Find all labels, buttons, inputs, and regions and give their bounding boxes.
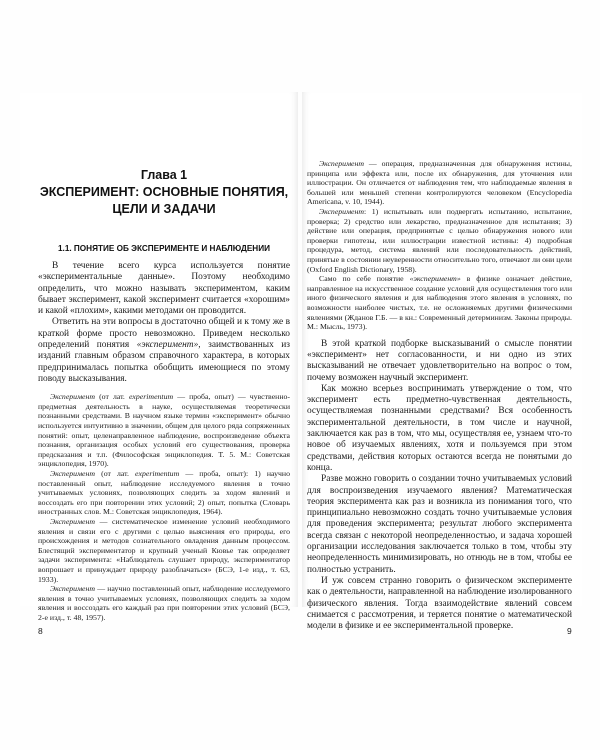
chapter-title [38, 184, 290, 218]
chapter-title-line: ЦЕЛИ И ЗАДАЧИ [112, 202, 216, 216]
text-run: — проба, опыт): 1) научно поставленный опыт, наблюдение исследуемого явления в точно учитываемых условиях, позволяющих следить за ходом явлений и воссоздать его при повторении этих условий; 2) опыт, попытка (Словарь иностранных слов. М.: Советская энциклопедия, 1964). [38, 469, 290, 517]
text-run: — систематическое изменение условий необходимого явления и связи его с другими с целью выяснения его природы, его происхождения и методов сознательного овладения данным процессом. Блестящий экспериментатор и крупный ученый Кювье так определяет задачи эксперимента: «Наблюдатель слушает природу, экспериментатор вопрошает и принуждает природу разоблачаться» (БСЭ, 1-е изд., т. 63, 1933). [38, 516, 290, 584]
text-run: В этой краткой подборке высказываний о смысле понятии «эксперимент» нет согласованности, и ни одно из этих высказываний не отвечает удовлетворительно на вопрос о том, почему возможен научный эксперимент. [307, 338, 572, 383]
body-paragraph [38, 261, 290, 317]
text-run: (от лат. [95, 392, 129, 402]
text-run: : 1) испытывать или подвергать испытанию, испытание, проверка; 2) средство или лекарство, предназначенное для испытания; 3) действие или операция, предпринятые с целью обнаружения нового или проверки гипотезы, или иллюстрации известной истины: 4) подробная процедура, метод, система явлений или последовательность действий, принятые в состоянии неуверенности относительно того, отвечают ли они цели (Oxford English Dictionary, 1958). [307, 206, 572, 274]
spacer [307, 332, 572, 339]
italic-text: Эксперимент [319, 159, 365, 168]
page-number-left: 8 [38, 626, 43, 636]
text-run: , заимствованных из изданий главным образом справочного характера, в которых предпринималась попытка обобщить имеющиеся по этому поводу высказывания. [38, 340, 291, 384]
italic-text: Эксперимент [50, 516, 96, 526]
text-run: И уж совсем странно говорить о физическом эксперименте как о деятельности, направленной на наблюдение изолированного физического явления. Тогда взаимодействие явлений совсем снимается с рассмотрения, и теряется понятие о математической модели в физике и ее экспериментальной проверке. [307, 575, 572, 632]
text-run: В течение всего курса используется понятие «экспериментальные данные». Поэтому необходимо определить, что можно называть экспериментом, каким бывает эксперимент, какой эксперимент считается «хорошим» и какой «плохим», какими методами он проводится. [38, 261, 290, 317]
right-page-text [307, 159, 572, 632]
body-paragraph [307, 576, 572, 632]
italic-text: experimentum [128, 392, 174, 402]
text-run: (от лат. [95, 469, 136, 479]
body-paragraph [38, 317, 290, 385]
italic-text: «эксперимент» [409, 274, 461, 284]
text-run: — проба, опыт) — чувственно-предметная деятельность в науке, осуществляемая теоретически познанными средствами. В научном языке термин «эксперимент» обычно используется интуитивно в значении, общем для целого ряда сопряженных понятий: опыт, целенаправленное наблюдение, воспроизведение объекта познания, организация особых условий его существования, проверка предсказания и т.п. (Философская энциклопедия. Т. 5. М.: Советская энциклопедия, 1970). [38, 392, 290, 469]
text-run: — научно поставленный опыт, наблюдение исследуемого явления в точно учитываемых условиях, позволяющих следить за ходом явления и воссоздать его каждый раз при повторении этих условий (БСЭ, 2-е изд., т. 48, 1957). [38, 584, 290, 622]
italic-text: Эксперимент [50, 392, 96, 402]
text-run: — операция, предназначенная для обнаружения истины, принципа или эффекта или, после их обнаружения, для уточнения или иллюстрации. Он отличается от наблюдения тем, что наблюдаемые явления в большей или меньшей степени контролируются человеком (Encyclopedia Americana, v. 10, 1944). [307, 159, 572, 207]
italic-text: «эксперимент» [136, 340, 199, 351]
body-paragraph [307, 339, 572, 384]
text-run: в физике означает действие, направленное на искусственное создание условий для осуществления того или иного физического явления и для наблюдения этого явления в условиях, по возможности наиболее чистых, т.е. не осложняемых другими физическими явлениями (Жданов Г.Б. — в кн.: Современный детерминизм. Законы природы. М.: Мысль, 1973). [307, 274, 573, 332]
body-paragraph [307, 474, 572, 576]
body-paragraph [307, 384, 572, 474]
page-number-right: 9 [567, 626, 572, 636]
definition-quote [307, 207, 572, 274]
text-run: Ответить на эти вопросы в достаточно общей и к тому же в краткой форме просто невозможно. Приведем несколько определений понятия [38, 317, 290, 351]
definition-quote [38, 392, 290, 469]
text-run: Само по себе понятие [319, 274, 410, 284]
italic-text: experimentum [135, 469, 180, 479]
italic-text: Эксперимент [319, 206, 365, 216]
text-run: Как можно всерьез воспринимать утверждение о том, что эксперимент есть предметно-чувственная деятельность, осуществляемая познанными средствами? Вся особенность экспериментальной деятельности, в том числе и научной, заключается как раз в том, что мы, осуществляя ее, узнаем что-то новое об изучаемых явлениях, хотя и пользуемся при этом средствами, действия которых остаются всегда не понятыми до конца. [307, 383, 572, 473]
chapter-number: Глава 1 [140, 168, 188, 182]
chapter-title-line: ЭКСПЕРИМЕНТ: ОСНОВНЫЕ ПОНЯТИЯ, [39, 185, 289, 199]
text-run: Разве можно говорить о создании точно учитываемых условий для воспроизведения изучаемого явления? Математическая теория эксперимента как раз и возникла из понимания того, что принципиально невозможно создать точно учитываемые условия для проведения эксперимента; результат любого эксперимента всегда связан с некоторой неопределенностью, и задача хорошей организации исследования заключается только в том, чтобы эту неопределенность минимизировать, но отнюдь не в том, чтобы ее полностью устранить. [307, 474, 572, 575]
left-page-text [38, 261, 290, 623]
definition-quote [307, 159, 572, 207]
section-title: 1.1. ПОНЯТИЕ ОБ ЭКСПЕРИМЕНТЕ И НАБЛЮДЕНИИ [57, 244, 270, 253]
definition-quote [38, 517, 290, 584]
definition-quote [38, 584, 290, 622]
spacer [38, 385, 290, 392]
italic-text: Эксперимент [50, 469, 96, 479]
definition-quote [307, 274, 572, 332]
italic-text: Эксперимент [50, 584, 96, 594]
definition-quote [38, 469, 290, 517]
